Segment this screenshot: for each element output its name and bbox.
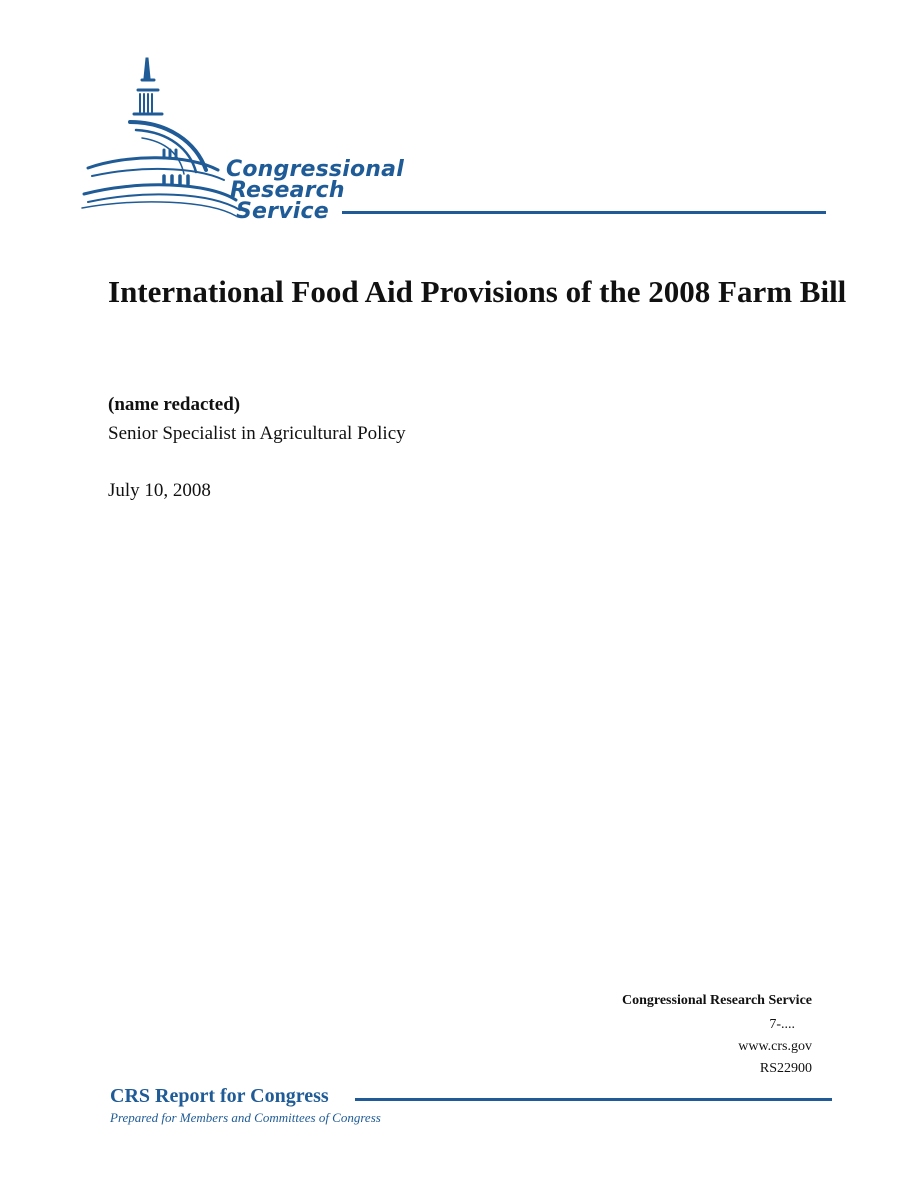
publisher-block	[622, 990, 812, 1080]
report-title: International Food Aid Provisions of the 2008 Farm Bill	[108, 274, 847, 309]
author-name: (name redacted)	[108, 394, 241, 415]
report-date: July 10, 2008	[108, 480, 211, 501]
author-title: Senior Specialist in Agricultural Policy	[108, 423, 406, 444]
footer-subtitle: Prepared for Members and Committees of Congress	[110, 1110, 381, 1125]
publisher-phone: 7-....	[769, 1017, 795, 1032]
logo-text-research: Research	[230, 178, 345, 203]
footer-title: CRS Report for Congress	[110, 1085, 329, 1107]
report-number: RS22900	[759, 1061, 812, 1076]
logo-text-congressional: Congressional	[226, 157, 404, 182]
publisher-org: Congressional Research Service	[621, 993, 812, 1008]
footer-rule	[355, 1098, 832, 1101]
publisher-website: www.crs.gov	[738, 1039, 812, 1054]
logo-text-service: Service	[236, 199, 329, 224]
crs-logo	[78, 50, 838, 225]
logo-rule	[342, 211, 826, 214]
